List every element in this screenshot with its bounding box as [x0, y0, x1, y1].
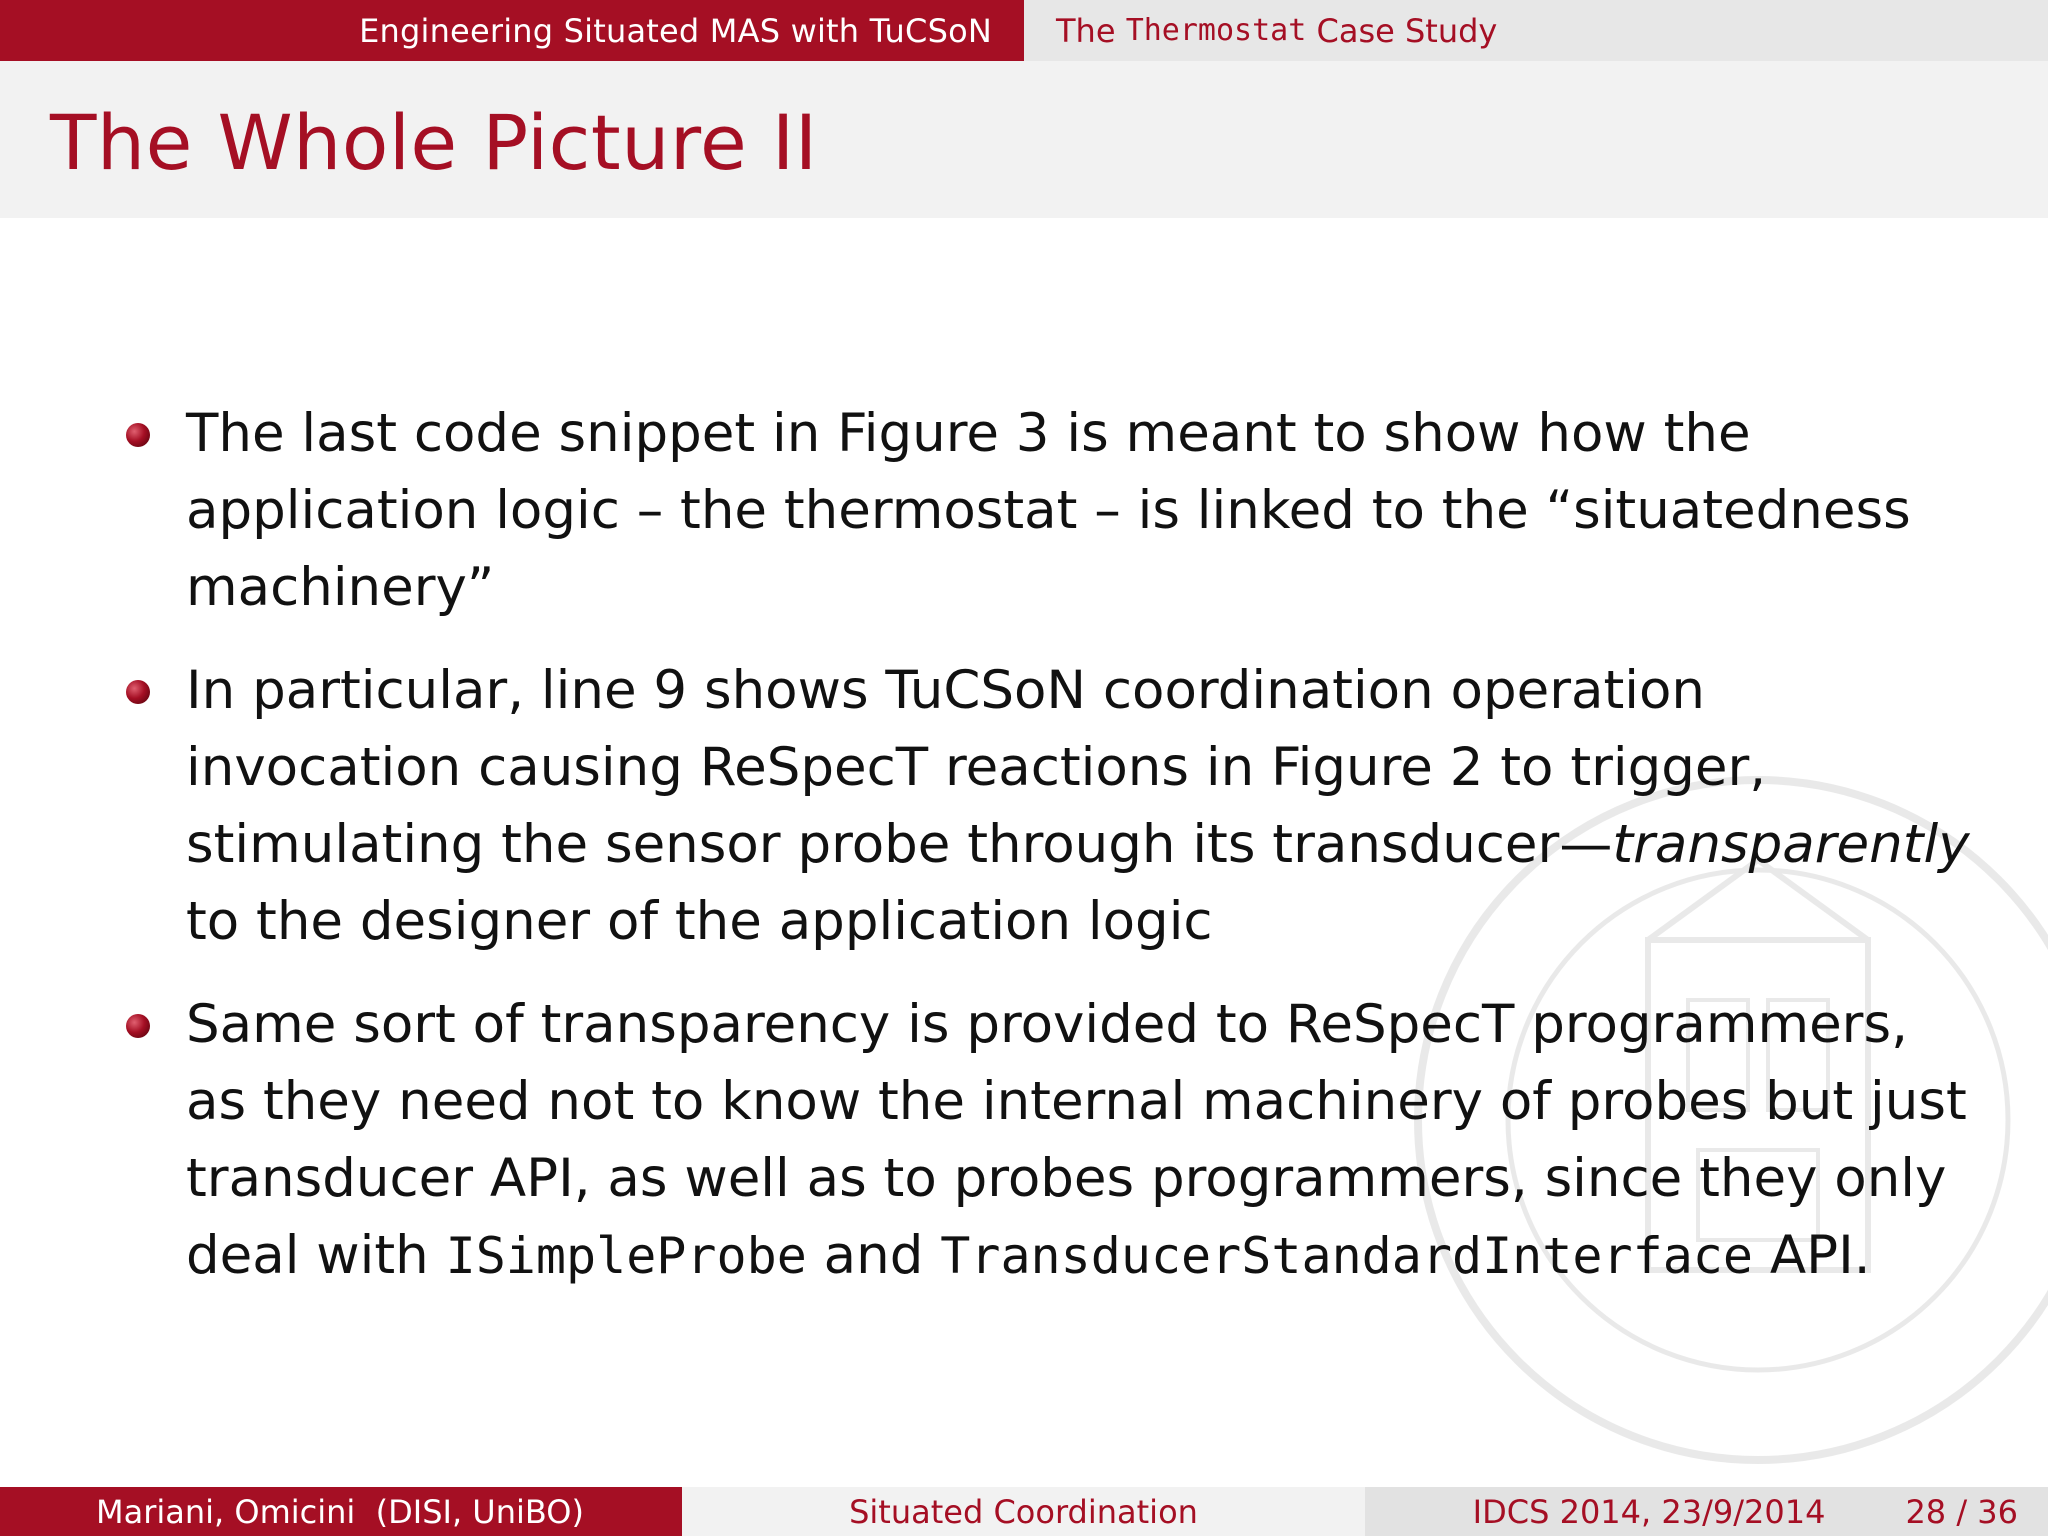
footer-authors	[0, 1487, 682, 1536]
code-isimpleprobe: ISimpleProbe	[445, 1227, 807, 1285]
footer-event-text: IDCS 2014, 23/9/2014	[1472, 1492, 1826, 1531]
subsection-code: Thermostat	[1125, 13, 1307, 48]
list-item	[120, 395, 1980, 626]
footline-bar	[0, 1487, 2048, 1536]
footer-authors-text: Mariani, Omicini (DISI, UniBO)	[96, 1492, 584, 1531]
section-title-text: Engineering Situated MAS with TuCSoN	[359, 11, 992, 50]
bullet-list	[120, 395, 1980, 1321]
bullet-text: The last code snippet in Figure 3 is meant to show how the application logic – the thermostat – is linked to the “situatedness machinery”	[186, 403, 1911, 618]
frame-title: The Whole Picture II	[50, 98, 818, 187]
footer-short-title	[682, 1487, 1365, 1536]
bullet-text-end: API.	[1753, 1225, 1871, 1286]
headline-bar	[0, 0, 2048, 61]
list-item	[120, 986, 1980, 1295]
bullet-text-mid: and	[806, 1225, 941, 1286]
bullet-ball-icon	[126, 423, 150, 447]
list-item	[120, 652, 1980, 960]
frame-title-bar	[0, 61, 2048, 218]
page-number: 28 / 36	[1905, 1492, 2018, 1531]
subsection-suffix: Case Study	[1306, 11, 1498, 50]
footer-event	[1365, 1487, 2048, 1536]
bullet-ball-icon	[126, 680, 150, 704]
code-transducer-interface: TransducerStandardInterface	[940, 1227, 1754, 1285]
subsection-prefix: The	[1056, 11, 1126, 50]
footer-short-title-text: Situated Coordination	[849, 1492, 1198, 1531]
bullet-text: In particular, line 9 shows TuCSoN coordination operation invocation causing ReSpecT reactions in Figure 2 to trigger, stimulating the sensor probe through its transducer—	[186, 660, 1767, 875]
section-title	[0, 0, 1024, 61]
subsection-title	[1024, 0, 2048, 61]
bullet-text: Same sort of transparency is provided to ReSpecT programmers, as they need not to know the internal machinery of probes but just transducer API, as well as to probes programmers, since they only deal with	[186, 994, 1967, 1286]
bullet-emphasis: transparently	[1612, 814, 1970, 875]
bullet-text-end: to the designer of the application logic	[186, 891, 1213, 952]
bullet-ball-icon	[126, 1014, 150, 1038]
